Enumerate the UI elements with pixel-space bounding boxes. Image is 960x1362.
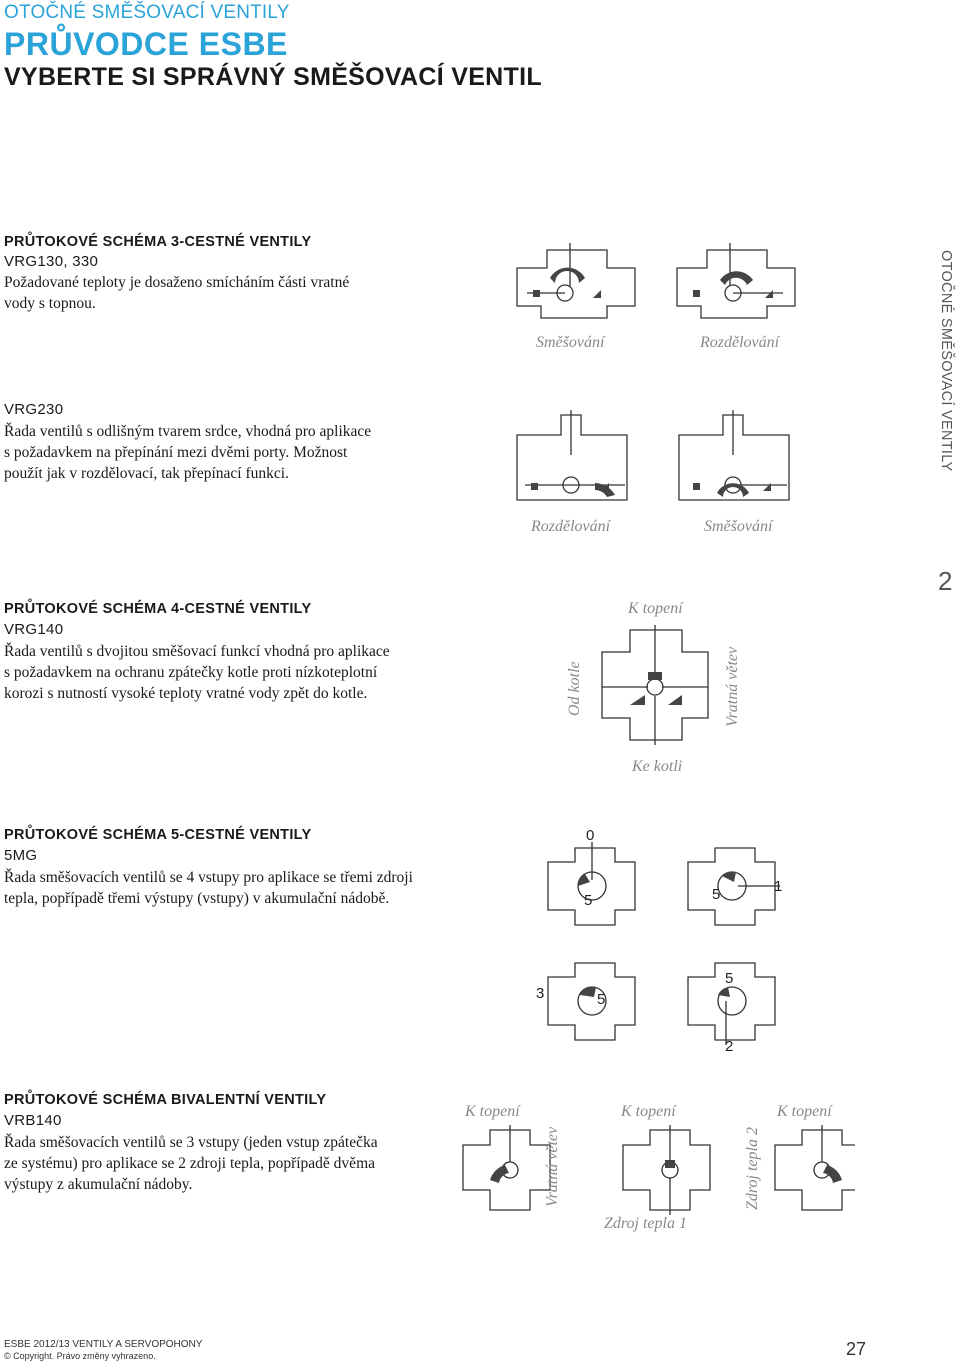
label-return-branch: Vratná větev xyxy=(724,646,741,727)
caption-dividing-bottom: Rozdělování xyxy=(531,518,611,535)
diagram-5-way xyxy=(540,840,783,1050)
text-bivalent-line1: Řada směšovacích ventilů se 3 vstupy (jeden vstup zpátečka xyxy=(4,1134,378,1151)
valve-bivalent-2 xyxy=(623,1125,710,1215)
label-to-boiler: Ke kotli xyxy=(632,758,683,775)
valve-5-way-position-1 xyxy=(688,848,783,925)
position-label-3: 3 xyxy=(536,985,545,1002)
valve-mixing-top-left xyxy=(517,243,635,318)
product-code-vrg230: VRG230 xyxy=(4,401,64,418)
diagram-3-way-top xyxy=(505,238,805,348)
position-label-0: 0 xyxy=(586,827,595,844)
diagram-3-way-bottom xyxy=(505,405,805,515)
caption-mixing-top: Směšování xyxy=(536,334,605,351)
label-to-heating-3: K topení xyxy=(777,1103,832,1120)
chapter-number: 2 xyxy=(938,566,953,596)
section-heading-bivalent: PRŮTOKOVÉ SCHÉMA BIVALENTNÍ VENTILY xyxy=(4,1092,327,1108)
page-kicker: OTOČNÉ SMĚŠOVACÍ VENTILY xyxy=(4,2,290,23)
valve-mixing-bottom-right xyxy=(679,410,789,500)
text-3-way-line1: Požadované teploty je dosaženo smícháním části vratné xyxy=(4,274,350,291)
text-vrg230-line1: Řada ventilů s odlišným tvarem srdce, vhodná pro aplikace xyxy=(4,423,372,440)
product-code-5mg: 5MG xyxy=(4,847,38,864)
valve-bivalent-1 xyxy=(463,1125,550,1210)
position-label-5-b: 5 xyxy=(712,886,721,903)
valve-bivalent-3 xyxy=(775,1125,855,1210)
label-return-branch-bivalent: Vratná větev xyxy=(544,1126,561,1207)
text-bivalent-line2: ze systému) pro aplikace se 2 zdroji tepla, popřípadě dvěma xyxy=(4,1155,376,1172)
page-number: 27 xyxy=(846,1339,867,1359)
product-code-vrb140: VRB140 xyxy=(4,1112,62,1129)
text-5-way-line2: tepla, popřípadě třemi výstupy (vstupy) v akumulační nádobě. xyxy=(4,890,390,907)
text-4-way-line1: Řada ventilů s dvojitou směšovací funkcí vhodná pro aplikace xyxy=(4,643,390,660)
valve-5-way-position-0 xyxy=(548,842,635,925)
position-label-1: 1 xyxy=(774,878,783,895)
footer-copyright: © Copyright. Právo změny vyhrazeno. xyxy=(4,1351,156,1361)
position-label-5-c: 5 xyxy=(597,991,606,1008)
caption-dividing-top: Rozdělování xyxy=(700,334,780,351)
text-5-way-line1: Řada směšovacích ventilů se 4 vstupy pro aplikace se třemi zdroji xyxy=(4,869,413,886)
section-heading-4-way: PRŮTOKOVÉ SCHÉMA 4-CESTNÉ VENTILY xyxy=(4,601,312,617)
label-heat-source-1: Zdroj tepla 1 xyxy=(604,1215,687,1232)
position-label-5-a: 5 xyxy=(584,892,593,909)
position-label-5-d: 5 xyxy=(725,970,734,987)
label-from-boiler: Od kotle xyxy=(566,661,583,716)
side-tab-label: OTOČNÉ SMĚŠOVACÍ VENTILY xyxy=(938,250,954,472)
position-label-2: 2 xyxy=(725,1038,734,1055)
diagram-bivalent xyxy=(455,1125,855,1215)
text-bivalent-line3: výstupy z akumulační nádoby. xyxy=(4,1176,193,1193)
text-4-way-line3: korozi s nutností vysoké teploty vratné vody zpět do kotle. xyxy=(4,685,368,702)
text-3-way-line2: vody s topnou. xyxy=(4,295,96,312)
valve-dividing-bottom-left xyxy=(517,410,627,500)
text-vrg230-line3: použít jak v rozdělovací, tak přepínací funkci. xyxy=(4,465,289,482)
product-code-vrg130: VRG130, 330 xyxy=(4,253,99,270)
diagram-4-way xyxy=(590,620,720,750)
text-vrg230-line2: s požadavkem na přepínání mezi dvěmi porty. Možnost xyxy=(4,444,348,461)
valve-dividing-top-right xyxy=(677,243,795,318)
label-to-heating-1: K topení xyxy=(465,1103,520,1120)
valve-5-way-position-3 xyxy=(548,963,635,1040)
label-heat-source-2: Zdroj tepla 2 xyxy=(744,1127,761,1210)
caption-mixing-bottom: Směšování xyxy=(704,518,773,535)
section-heading-3-way: PRŮTOKOVÉ SCHÉMA 3-CESTNÉ VENTILY xyxy=(4,234,312,250)
page-subtitle: VYBERTE SI SPRÁVNÝ SMĚŠOVACÍ VENTIL xyxy=(4,63,542,91)
page-title: PRŮVODCE ESBE xyxy=(4,26,288,62)
label-to-heating-2: K topení xyxy=(621,1103,676,1120)
product-code-vrg140: VRG140 xyxy=(4,621,64,638)
footer-catalog: ESBE 2012/13 VENTILY A SERVOPOHONY xyxy=(4,1339,203,1350)
section-heading-5-way: PRŮTOKOVÉ SCHÉMA 5-CESTNÉ VENTILY xyxy=(4,827,312,843)
text-4-way-line2: s požadavkem na ochranu zpátečky kotle proti nízkoteplotní xyxy=(4,664,378,681)
label-to-heating: K topení xyxy=(628,600,683,617)
